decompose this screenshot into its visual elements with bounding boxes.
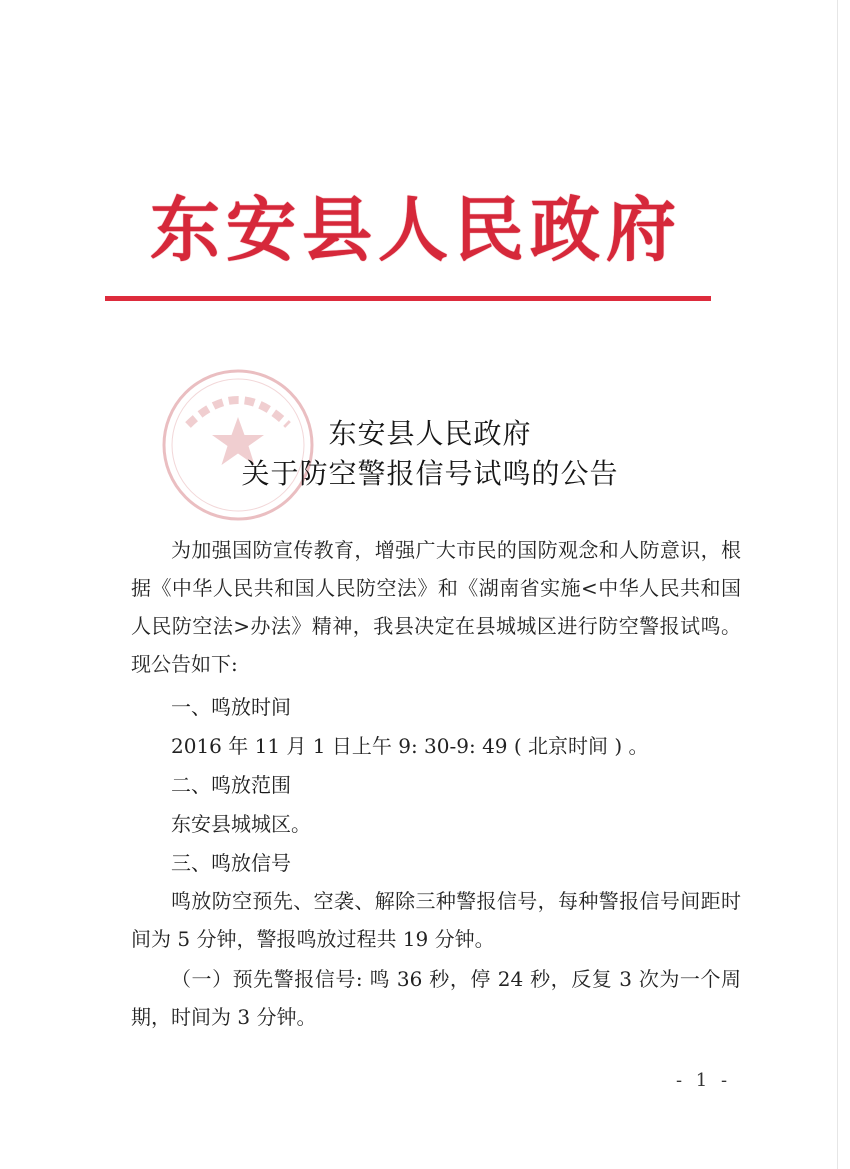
scan-edge: [837, 0, 838, 1169]
announcement-title-line1: 东安县人民政府: [328, 417, 532, 450]
intro-paragraph-block: [131, 531, 741, 683]
section-heading-time: 一、鸣放时间: [171, 695, 291, 719]
section-text-time: 2016 年 11 月 1 日上午 9: 30-9: 49 ( 北京时间 ) 。: [171, 734, 649, 758]
pre-warning-paragraph: （一）预先警报信号: 鸣 36 秒，停 24 秒，反复 3 次为一个周期，时间为 3 分钟。: [131, 967, 741, 1029]
section-heading-scope: 二、鸣放范围: [171, 773, 291, 797]
letterhead-rule: [105, 296, 711, 301]
section-text-scope: 东安县城城区。: [171, 812, 311, 836]
signal-paragraph: 鸣放防空预先、空袭、解除三种警报信号，每种警报信号间距时间为 5 分钟，警报鸣放过程共 19 分钟。: [131, 889, 741, 951]
page-number: - 1 -: [676, 1070, 732, 1091]
announcement-title-line2: 关于防空警报信号试鸣的公告: [241, 457, 619, 490]
signal-paragraph-block: [131, 882, 741, 958]
letterhead-title: 东安县人民政府: [150, 188, 682, 271]
section-heading-signal: 三、鸣放信号: [171, 851, 291, 875]
pre-warning-paragraph-block: [131, 960, 741, 1036]
intro-paragraph: 为加强国防宣传教育，增强广大市民的国防观念和人防意识，根据《中华人民共和国人民防空法》和《湖南省实施<中华人民共和国人民防空法>办法》精神，我县决定在县城城区进行防空警报试鸣。现公告如下:: [131, 538, 741, 676]
